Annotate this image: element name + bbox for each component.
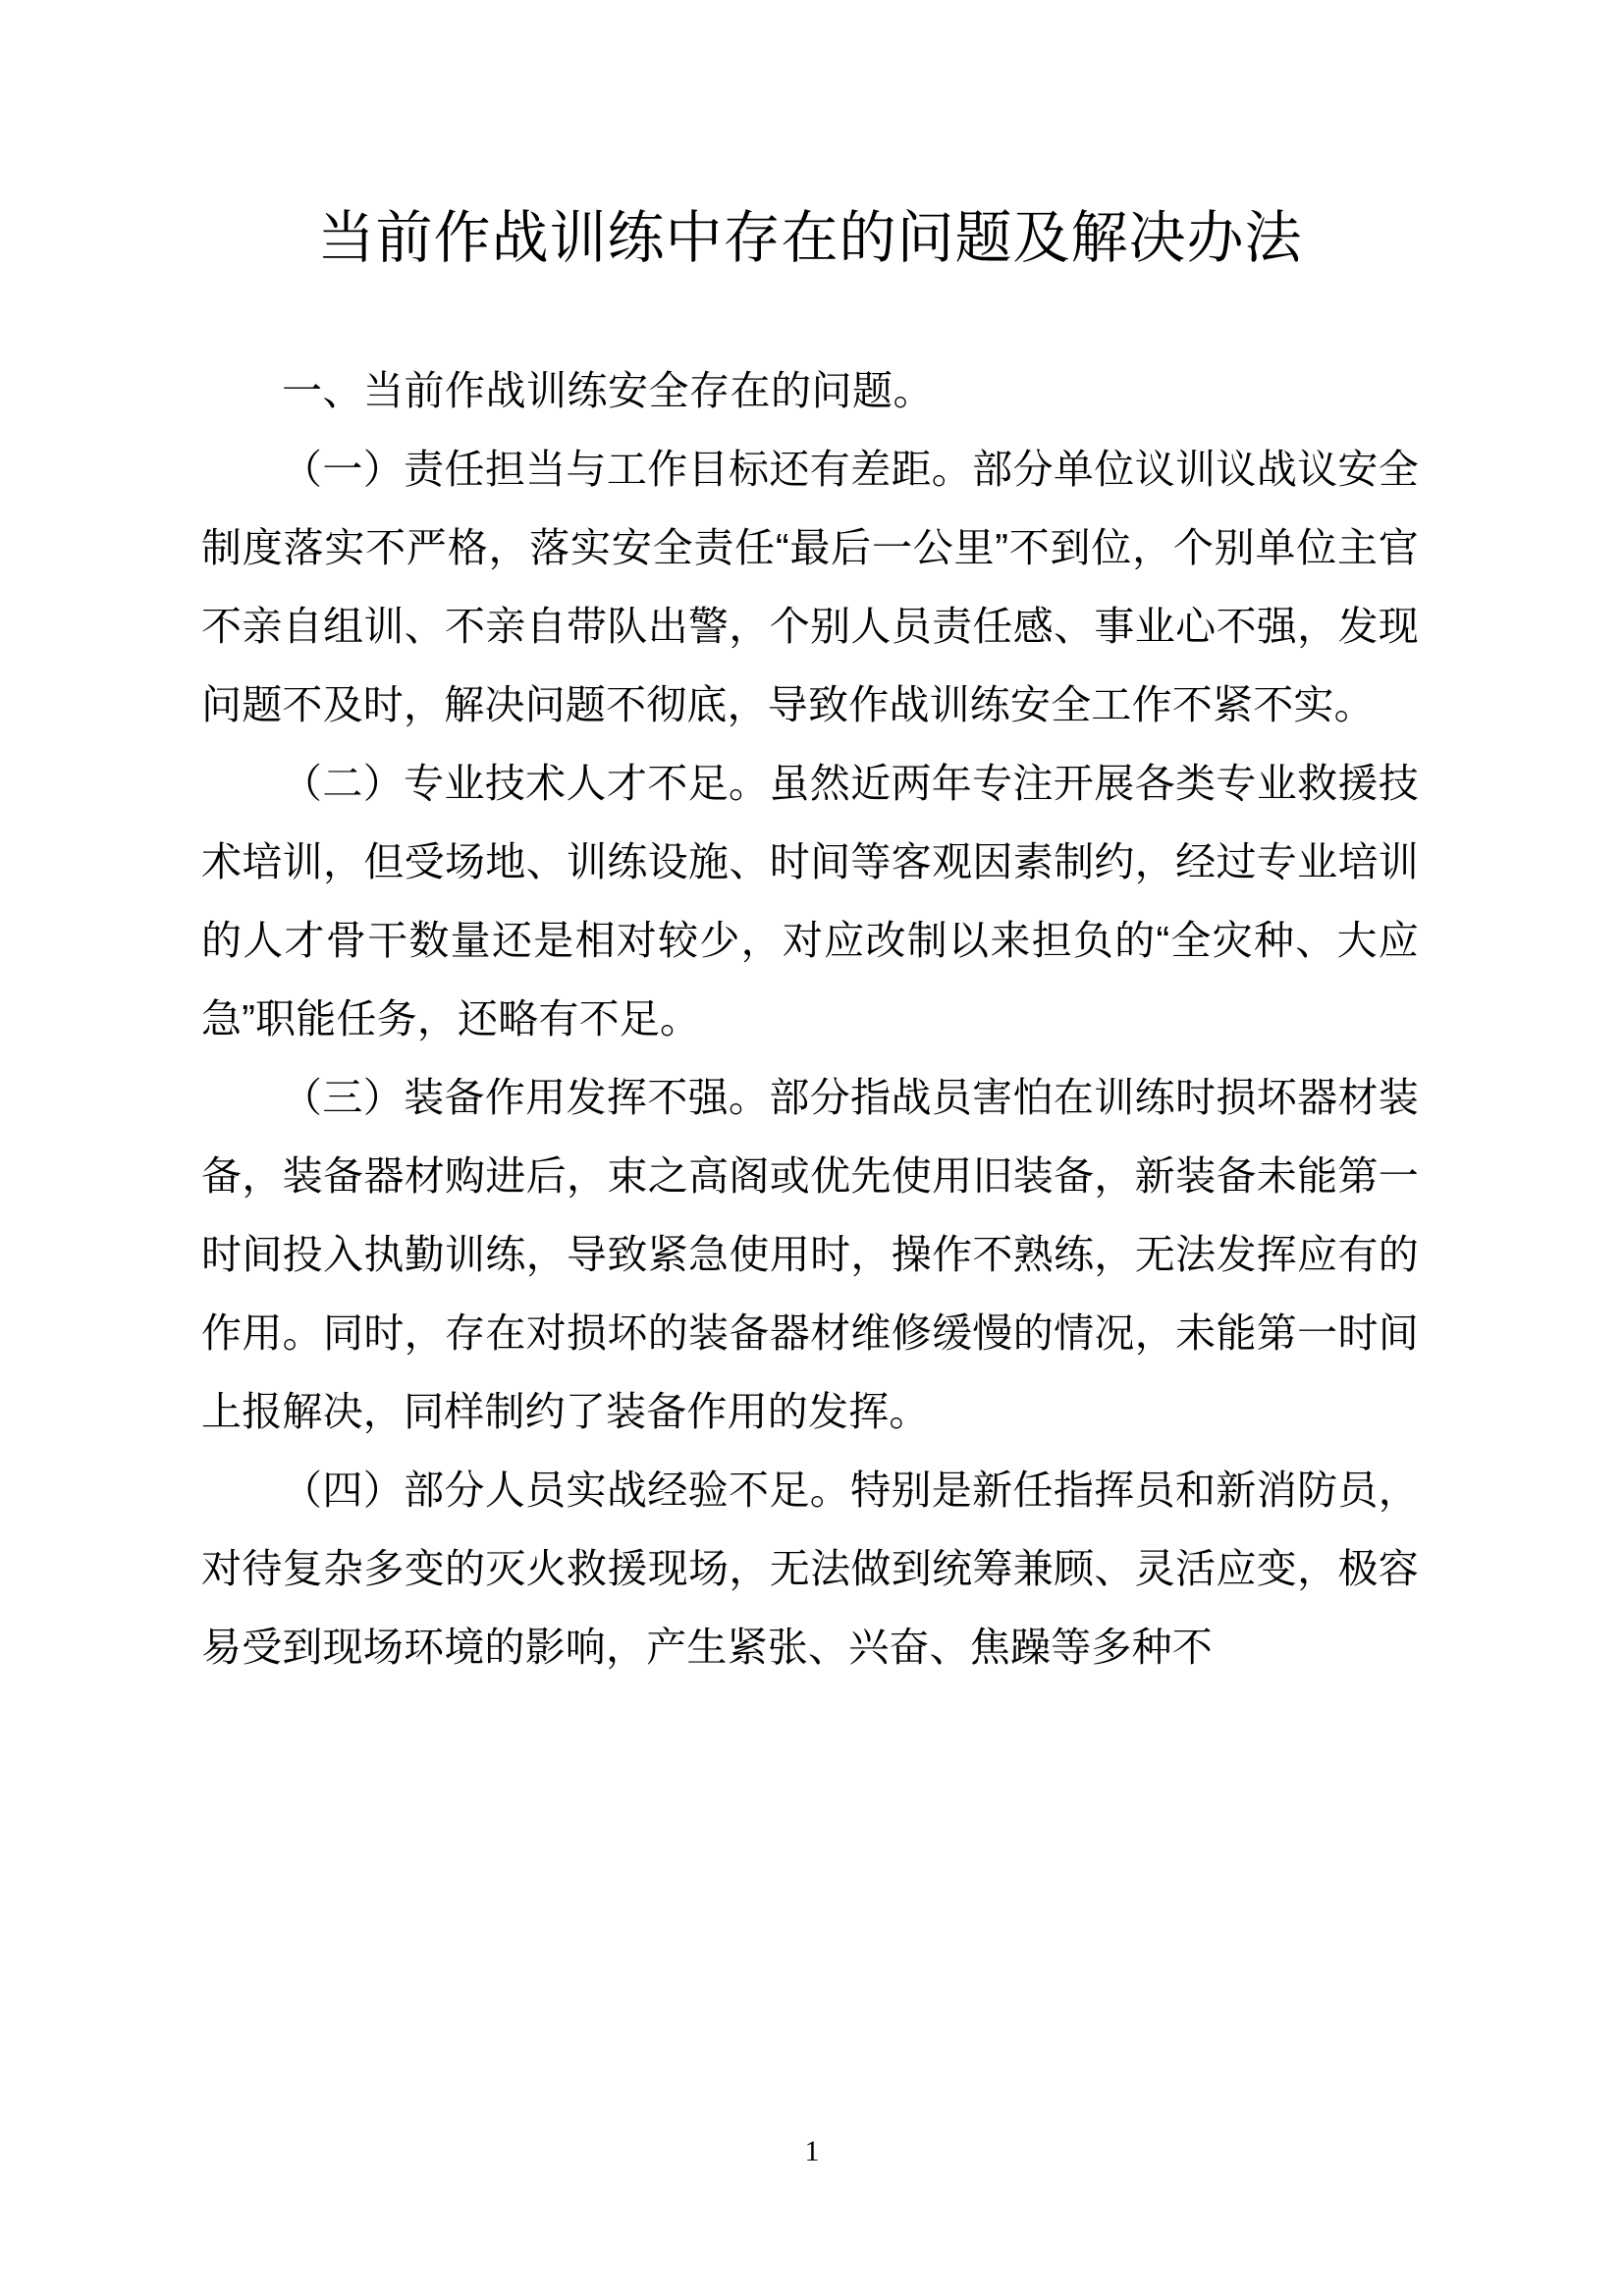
section-heading-1: 一、当前作战训练安全存在的问题。	[282, 367, 934, 413]
paragraph-4: （四）部分人员实战经验不足。特别是新任指挥员和新消防员，对待复杂多变的灭火救援现场，无法做到统筹兼顾、灵活应变，极容易受到现场环境的影响，产生紧张、兴奋、焦躁等多种不	[201, 1467, 1419, 1670]
page-title: 当前作战训练中存在的问题及解决办法	[317, 206, 1303, 270]
page-number: 1	[804, 2135, 820, 2167]
paragraph-2: （二）专业技术人才不足。虽然近两年专注开展各类专业救援技术培训，但受场地、训练设施、时间等客观因素制约，经过专业培训的人才骨干数量还是相对较少，对应改制以来担负的“全灾种、大应急”职能任务，还略有不足。	[201, 760, 1419, 1041]
paragraph-3: （三）装备作用发挥不强。部分指战员害怕在训练时损坏器材装备，装备器材购进后，束之高阁或优先使用旧装备，新装备未能第一时间投入执勤训练，导致紧急使用时，操作不熟练，无法发挥应有的作用。同时，存在对损坏的装备器材维修缓慢的情况，未能第一时间上报解决，同样制约了装备作用的发挥。	[201, 1074, 1419, 1434]
document-body	[201, 182, 1419, 1686]
paragraph-1: （一）责任担当与工作目标还有差距。部分单位议训议战议安全制度落实不严格，落实安全责任“最后一公里”不到位，个别单位主官不亲自组训、不亲自带队出警，个别人员责任感、事业心不强，发现问题不及时，解决问题不彻底，导致作战训练安全工作不紧不实。	[201, 446, 1419, 727]
title-spacer	[201, 275, 1419, 351]
